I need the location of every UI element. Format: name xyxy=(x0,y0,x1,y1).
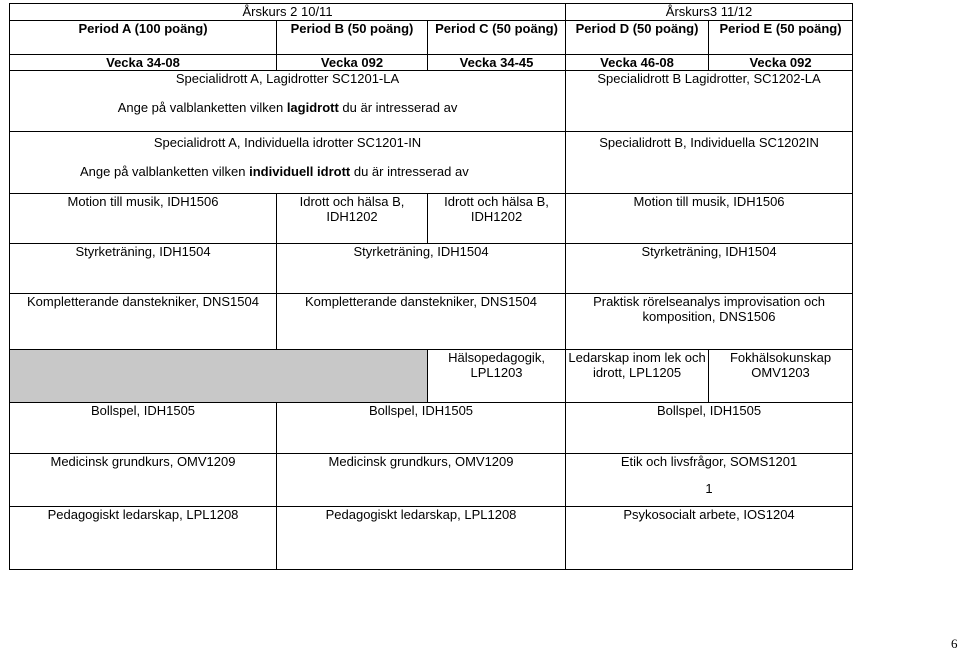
etik-de-cell xyxy=(566,454,853,507)
med-row xyxy=(10,454,853,507)
period-c: Period C (50 poäng) xyxy=(428,21,566,55)
ped-a-cell: Pedagogiskt ledarskap, LPL1208 xyxy=(10,507,277,570)
fot-e-cell: Fokhälsokunskap OMV1203 xyxy=(709,350,853,403)
period-b: Period B (50 poäng) xyxy=(277,21,428,55)
boll-bc-cell: Bollspel, IDH1505 xyxy=(277,403,566,454)
halso-c-cell: Hälsopedagogik, LPL1203 xyxy=(428,350,566,403)
empty-gray-cell xyxy=(10,350,428,403)
med-a-cell: Medicinsk grundkurs, OMV1209 xyxy=(10,454,277,507)
boll-de-cell: Bollspel, IDH1505 xyxy=(566,403,853,454)
spec-ind-b-cell xyxy=(566,132,853,194)
spec-lag-a-label: Specialidrott A, Lagidrotter SC1201-LA xyxy=(175,71,400,86)
idrott-c-cell: Idrott och hälsa B, IDH1202 xyxy=(428,194,566,244)
dans-bc-cell: Kompletterande danstekniker, DNS1504 xyxy=(277,294,566,350)
team-sport-row xyxy=(10,71,853,132)
ped-bc-cell: Pedagogiskt ledarskap, LPL1208 xyxy=(277,507,566,570)
spec-lag-a-cell xyxy=(10,71,566,132)
ind-note-bold: individuell idrott xyxy=(249,164,351,179)
boll-a-cell: Bollspel, IDH1505 xyxy=(10,403,277,454)
styrke-row xyxy=(10,244,853,294)
lag-note-post: du är intresserad av xyxy=(338,100,458,115)
year1-label: Årskurs 2 10/11 xyxy=(10,4,566,21)
year2-label: Årskurs3 11/12 xyxy=(566,4,853,21)
week-b: Vecka 092 xyxy=(277,55,428,71)
dans-a-cell: Kompletterande danstekniker, DNS1504 xyxy=(10,294,277,350)
dans-de-cell: Praktisk rörelseanalys improvisation och komposition, DNS1506 xyxy=(566,294,853,350)
etik-extra: 1 xyxy=(705,481,713,496)
spec-ind-a-label: Specialidrott A, Individuella idrotter SC1201-IN xyxy=(153,135,422,150)
schedule-table xyxy=(9,3,853,570)
lag-note xyxy=(12,100,563,115)
motion-row xyxy=(10,194,853,244)
med-bc-cell: Medicinsk grundkurs, OMV1209 xyxy=(277,454,566,507)
ped-row xyxy=(10,507,853,570)
period-a: Period A (100 poäng) xyxy=(10,21,277,55)
etik-de-label: Etik och livsfrågor, SOMS1201 xyxy=(620,454,798,469)
styrke-bc-cell: Styrketräning, IDH1504 xyxy=(277,244,566,294)
styrke-a-cell: Styrketräning, IDH1504 xyxy=(10,244,277,294)
dans-row xyxy=(10,294,853,350)
ledar-d-cell: Ledarskap inom lek och idrott, LPL1205 xyxy=(566,350,709,403)
week-a: Vecka 34-08 xyxy=(10,55,277,71)
lpl-row xyxy=(10,350,853,403)
psyk-de-cell: Psykosocialt arbete, IOS1204 xyxy=(566,507,853,570)
ind-note xyxy=(12,164,563,179)
spec-ind-a-cell xyxy=(10,132,566,194)
period-e: Period E (50 poäng) xyxy=(709,21,853,55)
period-row xyxy=(10,21,853,55)
ind-note-pre: Ange på valblanketten vilken xyxy=(80,164,250,179)
lag-note-bold: lagidrott xyxy=(286,100,339,115)
idrott-b-cell: Idrott och hälsa B, IDH1202 xyxy=(277,194,428,244)
ind-note-post: du är intresserad av xyxy=(350,164,469,179)
week-row xyxy=(10,55,853,71)
lag-note-pre: Ange på valblanketten vilken xyxy=(117,100,287,115)
page-number: 6 xyxy=(951,636,958,651)
week-e: Vecka 092 xyxy=(709,55,853,71)
year-row xyxy=(10,4,853,21)
styrke-de-cell: Styrketräning, IDH1504 xyxy=(566,244,853,294)
individual-sport-row xyxy=(10,132,853,194)
spec-lag-b-cell: Specialidrott B Lagidrotter, SC1202-LA xyxy=(566,71,853,132)
period-d: Period D (50 poäng) xyxy=(566,21,709,55)
spec-ind-b-label: Specialidrott B, Individuella SC1202IN xyxy=(599,135,819,150)
boll-row xyxy=(10,403,853,454)
motion-a-cell: Motion till musik, IDH1506 xyxy=(10,194,277,244)
motion-de-cell: Motion till musik, IDH1506 xyxy=(566,194,853,244)
week-d: Vecka 46-08 xyxy=(566,55,709,71)
week-c: Vecka 34-45 xyxy=(428,55,566,71)
